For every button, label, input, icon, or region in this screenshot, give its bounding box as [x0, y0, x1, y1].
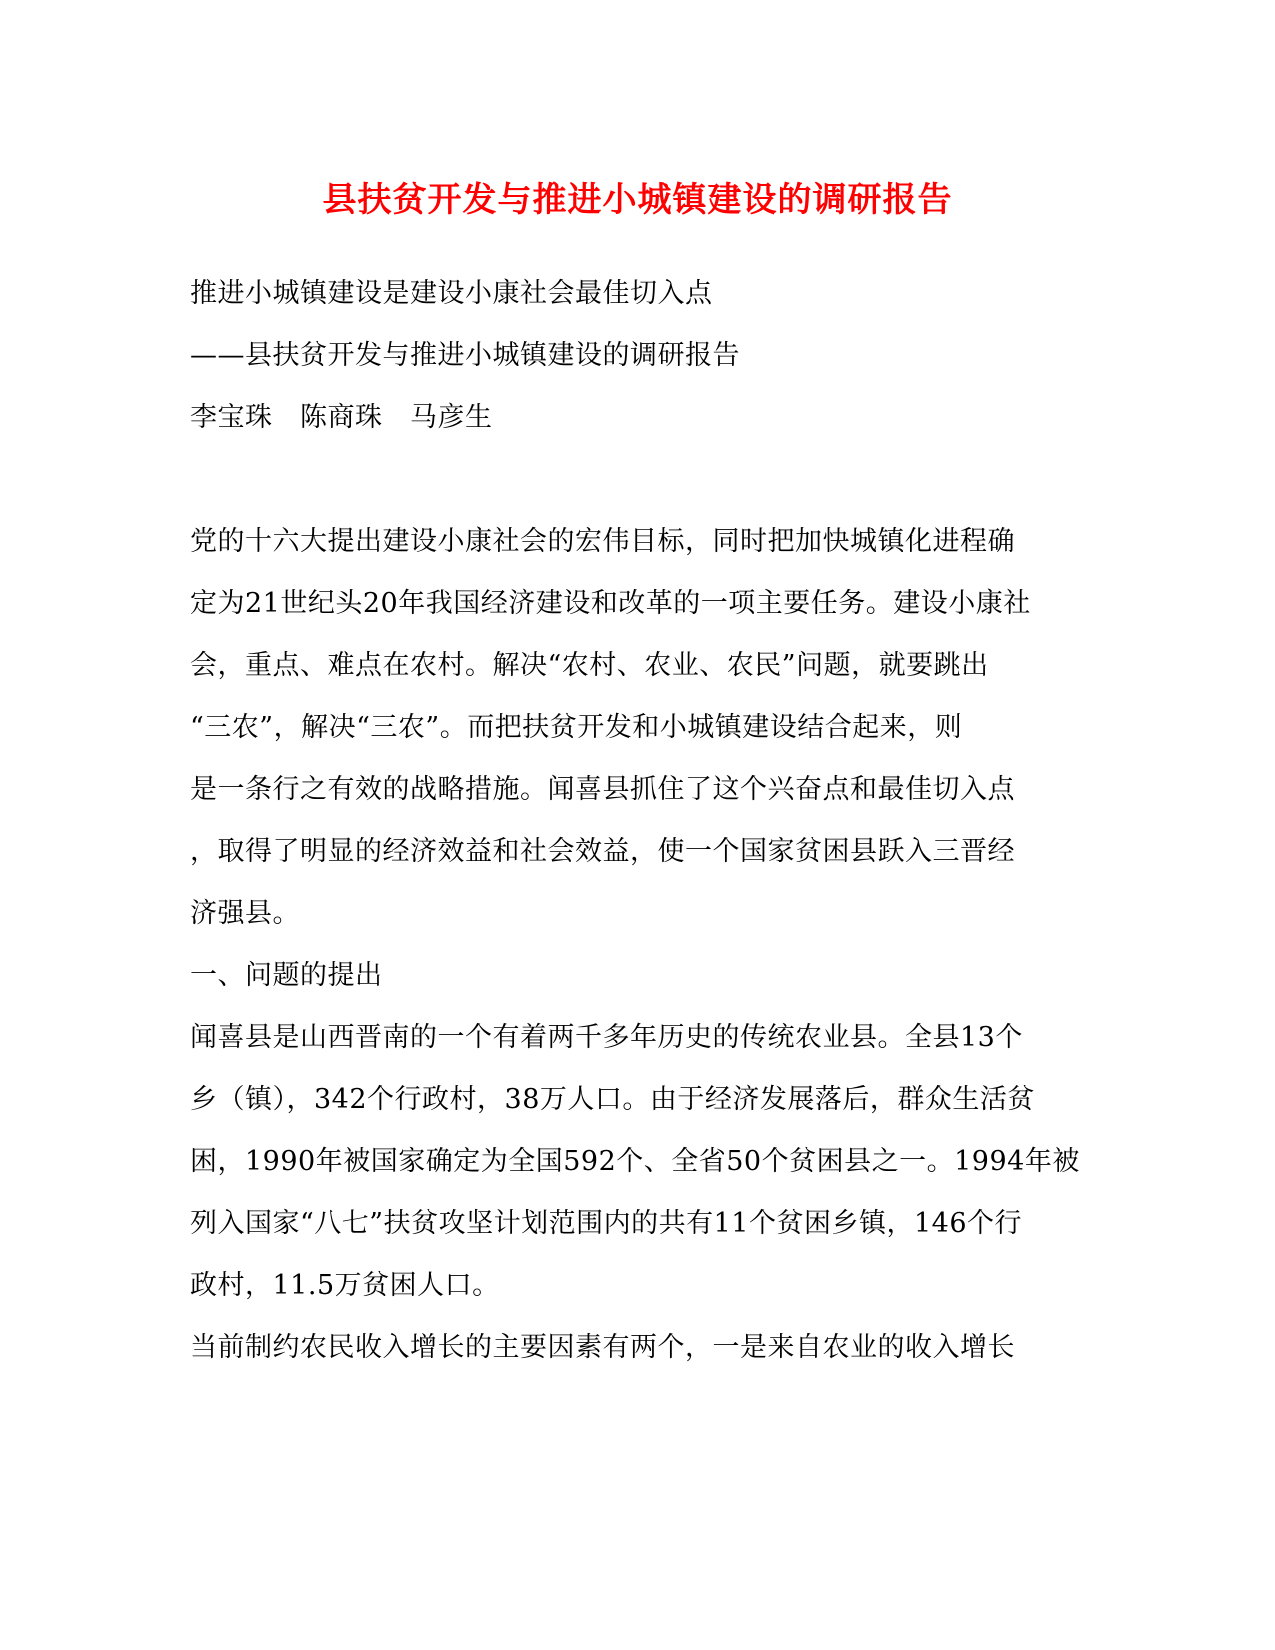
authors-line: 李宝珠 陈商珠 马彦生: [190, 402, 493, 433]
section-heading: 一、问题的提出: [190, 960, 383, 991]
paragraph-line: 列入国家“八七”扶贫攻坚计划范围内的共有11个贫困乡镇，146个行: [190, 1208, 1022, 1239]
subtitle-line: 推进小城镇建设是建设小康社会最佳切入点: [190, 278, 713, 309]
paragraph-line: 闻喜县是山西晋南的一个有着两千多年历史的传统农业县。全县13个: [190, 1022, 1023, 1053]
paragraph-line: 会，重点、难点在农村。解决“农村、农业、农民”问题，就要跳出: [190, 650, 989, 681]
paragraph-line: 定为21世纪头20年我国经济建设和改革的一项主要任务。建设小康社: [190, 588, 1031, 619]
paragraph-line: 乡（镇），342个行政村，38万人口。由于经济发展落后，群众生活贫: [190, 1084, 1035, 1115]
subtitle-line: ——县扶贫开发与推进小城镇建设的调研报告: [190, 340, 740, 371]
paragraph-line: 是一条行之有效的战略措施。闻喜县抓住了这个兴奋点和最佳切入点: [190, 774, 1015, 805]
paragraph-line: “三农”，解决“三农”。而把扶贫开发和小城镇建设结合起来，则: [190, 712, 963, 743]
paragraph-line: 政村，11.5万贫困人口。: [190, 1270, 500, 1301]
paragraph-line: 困，1990年被国家确定为全国592个、全省50个贫困县之一。1994年被: [190, 1146, 1080, 1177]
paragraph-line: 济强县。: [190, 898, 300, 929]
paragraph-line: 党的十六大提出建设小康社会的宏伟目标，同时把加快城镇化进程确: [190, 526, 1015, 557]
paragraph-line: 当前制约农民收入增长的主要因素有两个，一是来自农业的收入增长: [190, 1332, 1015, 1363]
document-title: 县扶贫开发与推进小城镇建设的调研报告: [322, 180, 953, 220]
paragraph-line: ，取得了明显的经济效益和社会效益，使一个国家贫困县跃入三晋经: [190, 836, 1015, 867]
